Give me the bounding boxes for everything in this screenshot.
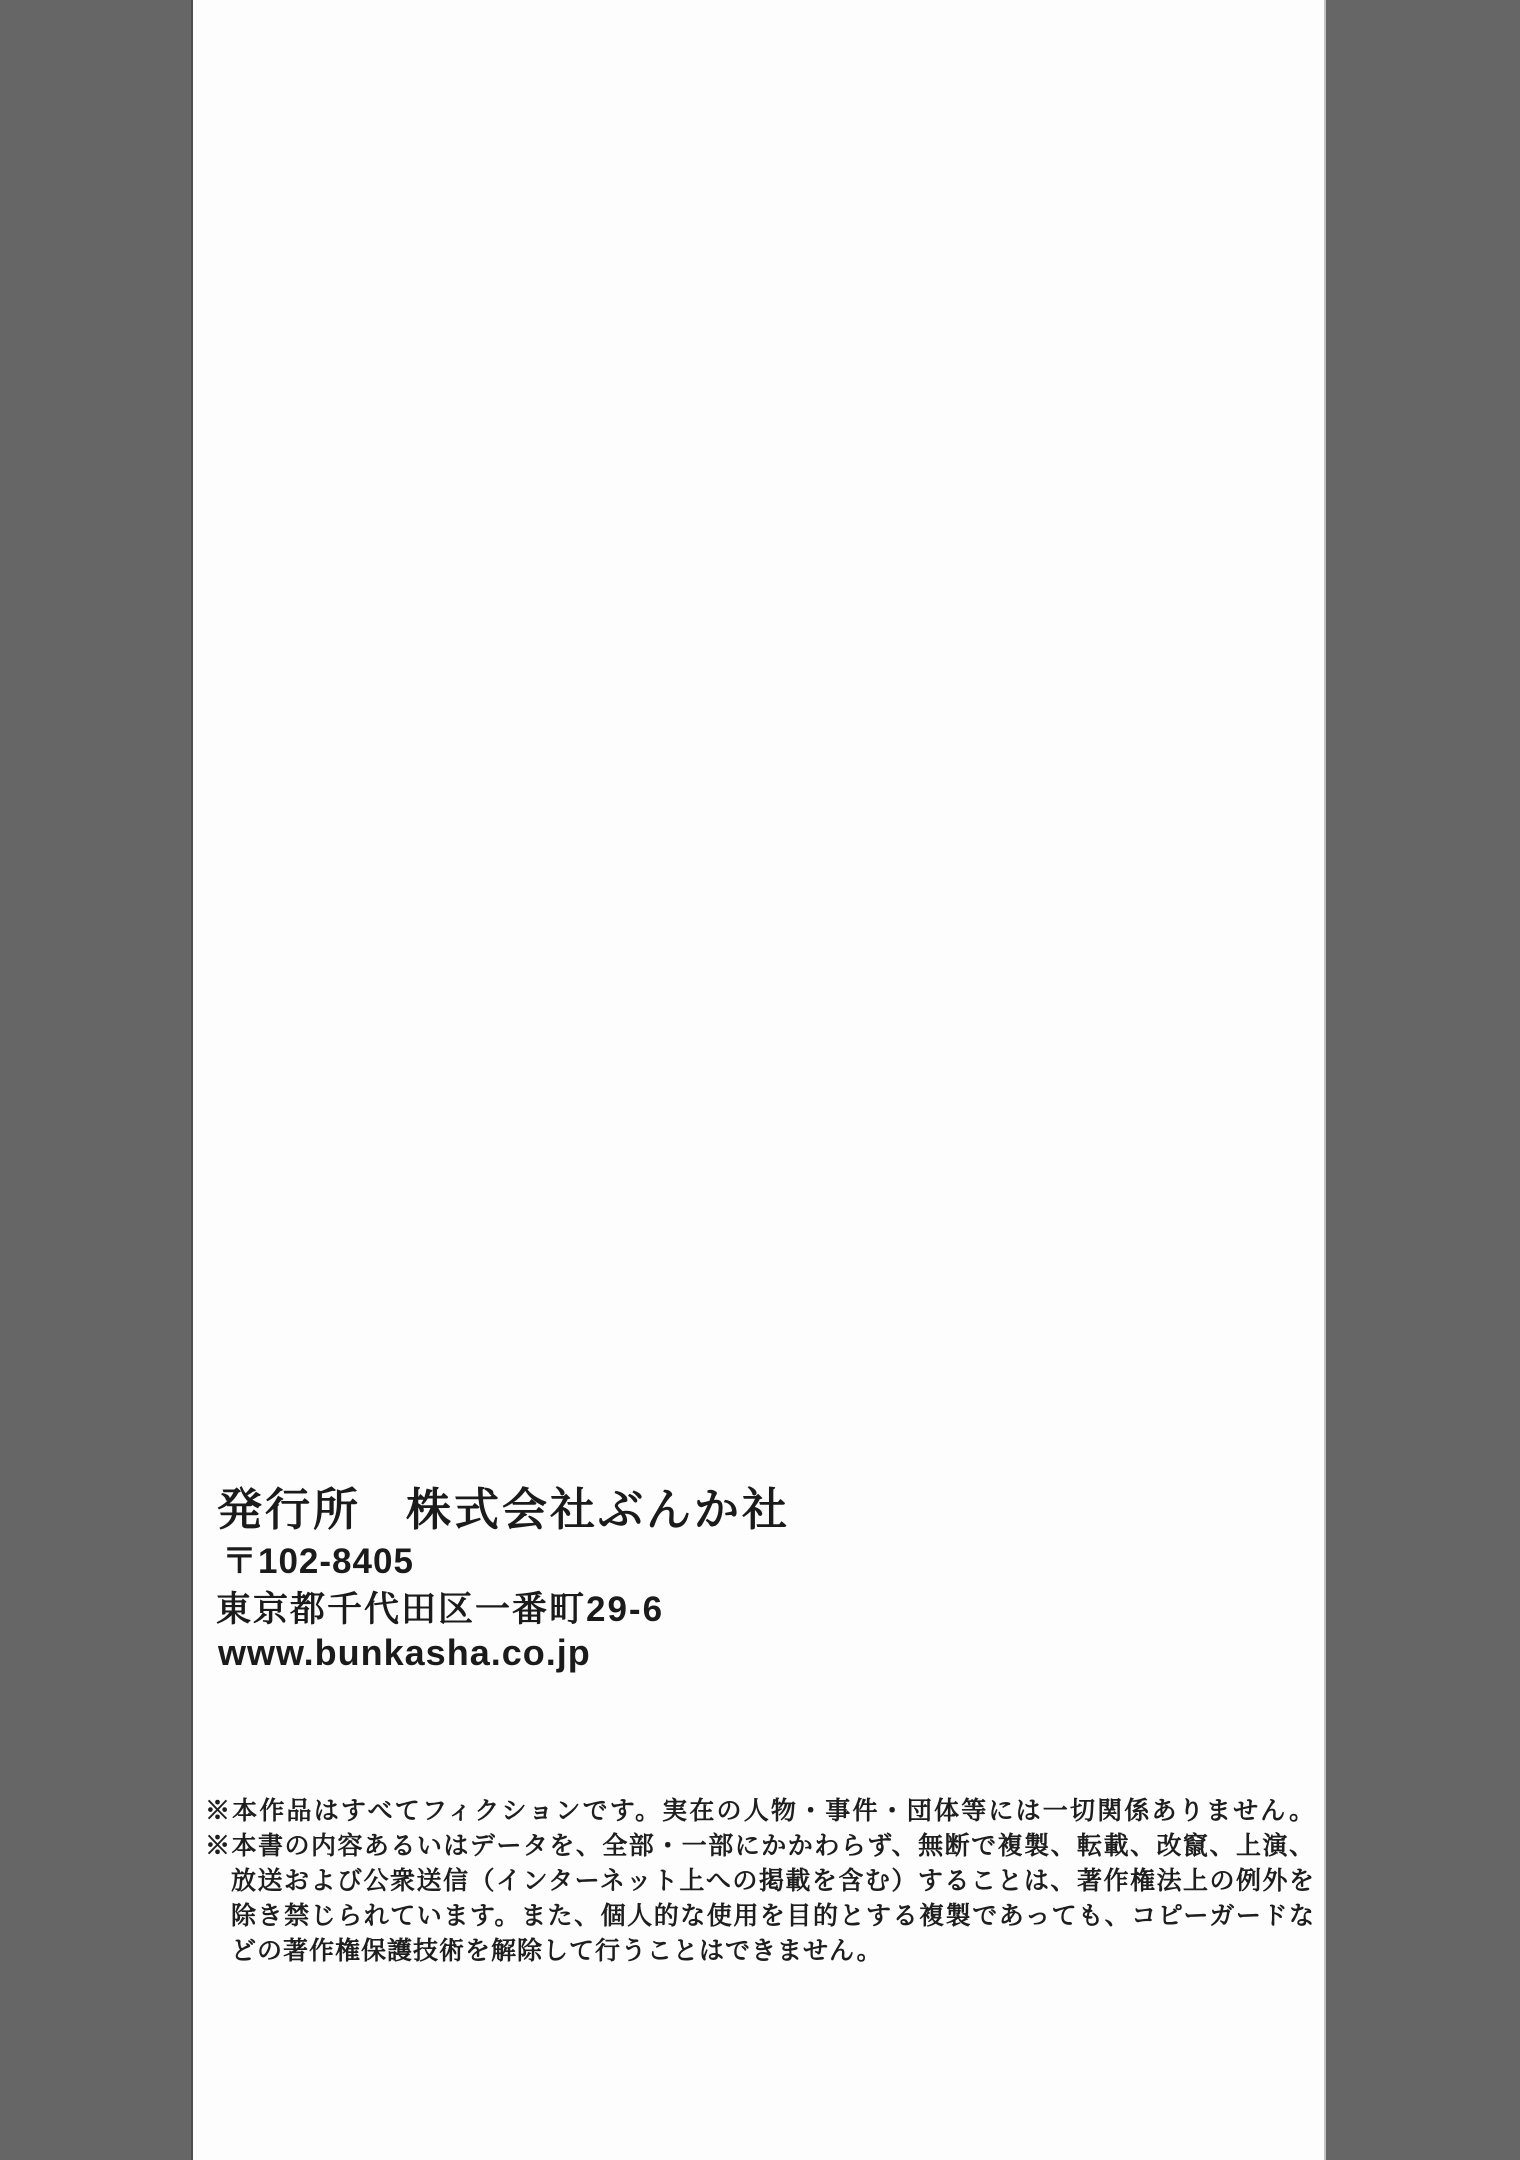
disclaimer-line-fiction-notice: ※本作品はすべてフィクションです。実在の人物・事件・団体等には一切関係ありません。	[205, 1797, 1315, 1825]
publisher-address: 東京都千代田区一番町29-6	[216, 1590, 665, 1629]
disclaimer-line-copyright-3: 除き禁じられています。また、個人的な使用を目的とする複製であっても、コピーガードな	[231, 1902, 1315, 1930]
disclaimer-line-copyright-2: 放送および公衆送信（インターネット上への掲載を含む）することは、著作権法上の例外を	[231, 1867, 1315, 1895]
copyright-disclaimer-block	[205, 1794, 1315, 1969]
disclaimer-line-copyright-1: ※本書の内容あるいはデータを、全部・一部にかかわらず、無断で複製、転載、改竄、上演、	[205, 1832, 1315, 1860]
right-margin-bar	[1326, 0, 1520, 2160]
publisher-postal-code: 〒102-8405	[222, 1542, 414, 1581]
publisher-label: 発行所	[217, 1484, 362, 1535]
publisher-line	[217, 1473, 790, 1538]
publisher-website: www.bunkasha.co.jp	[218, 1632, 591, 1673]
book-page	[191, 0, 1326, 2160]
publisher-name: 株式会社ぶんか社	[406, 1484, 791, 1535]
disclaimer-line-copyright-4: どの著作権保護技術を解除して行うことはできません。	[231, 1937, 883, 1965]
left-margin-bar	[0, 0, 191, 2160]
